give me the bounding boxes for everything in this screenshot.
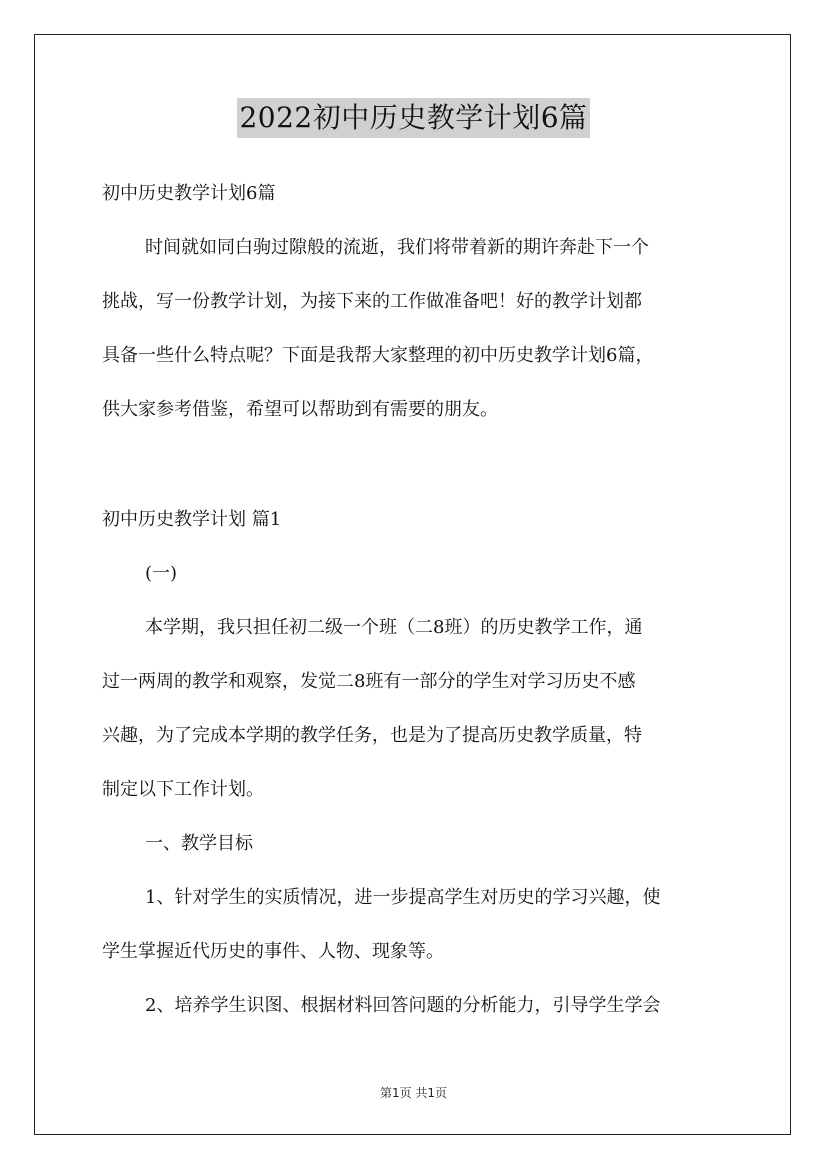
intro-line-3: 具备一些什么特点呢？下面是我帮大家整理的初中历史教学计划6篇， [102,345,654,366]
para1-line-2: 过一两周的教学和观察，发觉二8班有一部分的学生对学习历史不感 [102,671,636,692]
intro-line-4: 供大家参考借鉴，希望可以帮助到有需要的朋友。 [102,399,498,420]
goal-heading: 一、教学目标 [145,833,253,854]
para1-line-1: 本学期，我只担任初二级一个班（二8班）的历史教学工作，通 [145,617,643,638]
intro-line-1: 时间就如同白驹过隙般的流逝，我们将带着新的期许奔赴下一个 [145,237,649,258]
section-heading: 初中历史教学计划 篇1 [102,509,282,530]
page-footer: 第1页 共1页 [379,1086,448,1100]
para1-line-4: 制定以下工作计划。 [102,779,264,800]
intro-line-2: 挑战，写一份教学计划，为接下来的工作做准备吧！好的教学计划都 [102,291,642,312]
document-title: 2022初中历史教学计划6篇 [237,98,589,138]
subtitle: 初中历史教学计划6篇 [102,183,276,204]
part-label: (一) [145,563,178,584]
item2-line-1: 2、培养学生识图、根据材料回答问题的分析能力，引导学生学会 [145,995,661,1016]
title-container [0,98,827,138]
item1-line-1: 1、针对学生的实质情况，进一步提高学生对历史的学习兴趣，使 [145,887,661,908]
para1-line-3: 兴趣，为了完成本学期的教学任务，也是为了提高历史教学质量，特 [102,725,642,746]
item1-line-2: 学生掌握近代历史的事件、人物、现象等。 [102,941,444,962]
